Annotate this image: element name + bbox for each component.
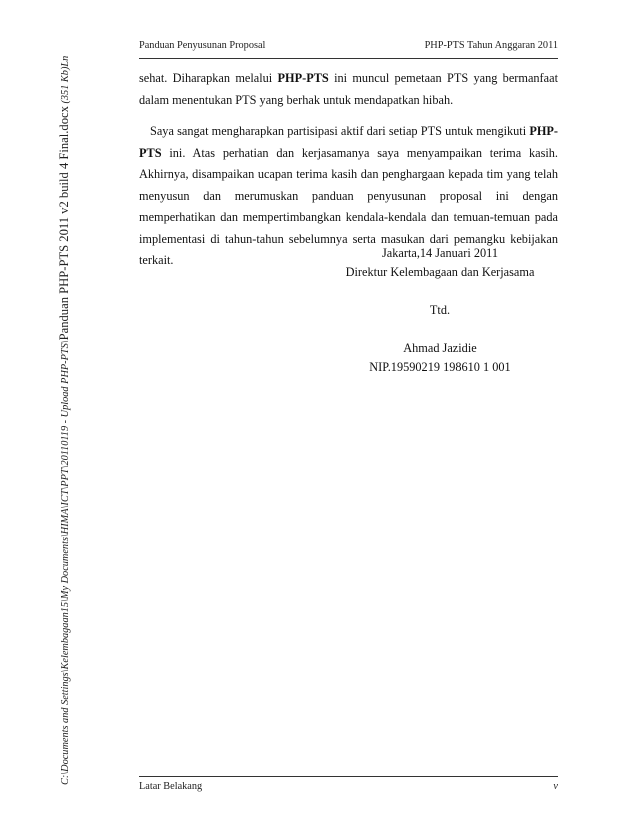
signature-name: Ahmad Jazidie <box>403 341 477 355</box>
signature-gap <box>330 282 550 301</box>
header-rule <box>139 58 558 59</box>
signature-position: Direktur Kelembagaan dan Kerjasama <box>345 265 535 279</box>
paragraph-2-text-a: Saya sangat mengharapkan partisipasi aktif dari setiap PTS untuk mengikuti <box>150 124 530 138</box>
document-body <box>139 68 558 272</box>
paragraph-2-text-b: ini. Atas perhatian dan kerjasamanya saya menyampaikan terima kasih. Akhirnya, disampaikan ucapan terima kasih dan penghargaan kepada tim yang telah menyusun dan merumuskan panduan penyusunan proposal ini dengan memperhatikan dan mempertimbangkan kendala-kendala dan temuan-temuan pada implementasi di tahun-tahun sebelumnya serta masukan dari pemangku kebijakan terkait. <box>139 145 558 267</box>
file-path-margin-note <box>56 45 72 785</box>
paragraph-1 <box>139 68 558 111</box>
file-path-mark: Ln <box>60 55 71 67</box>
signature-block <box>330 244 550 377</box>
footer-section: Latar Belakang <box>139 781 203 792</box>
paragraph-1-text-a: sehat. Diharapkan melalui <box>139 71 278 85</box>
file-path-filename: Panduan PHP-PTS 2011 v2 build 4 Final.docx <box>57 106 71 341</box>
header-title: Panduan Penyusunan Proposal <box>139 40 266 51</box>
paragraph-1-text-b: ini muncul pemetaan PTS yang bermanfaat dalam menentukan PTS yang berhak untuk mendapatkan hibah. <box>139 71 558 107</box>
signature-ttd: Ttd. <box>429 303 451 317</box>
page-header <box>139 40 558 56</box>
file-path-prefix: C:\Documents and Settings\Kelembagaan15\My Documents\HIMA\ICT\PPT\20110119 - Upload PHP-PTS\ <box>60 340 71 785</box>
signature-place-date: Jakarta,14 Januari 2011 <box>382 246 498 260</box>
page-number: v <box>553 781 558 792</box>
paragraph-2-bold: PHP-PTS <box>139 124 558 160</box>
paragraph-1-bold: PHP-PTS <box>277 71 329 85</box>
file-path-size: (351 Kb) <box>60 66 71 107</box>
signature-gap-2 <box>330 320 550 339</box>
page-footer <box>139 781 558 797</box>
signature-nip: NIP.19590219 198610 1 001 <box>369 360 511 374</box>
header-program: PHP-PTS Tahun Anggaran 2011 <box>424 40 558 51</box>
footer-rule <box>139 776 558 777</box>
